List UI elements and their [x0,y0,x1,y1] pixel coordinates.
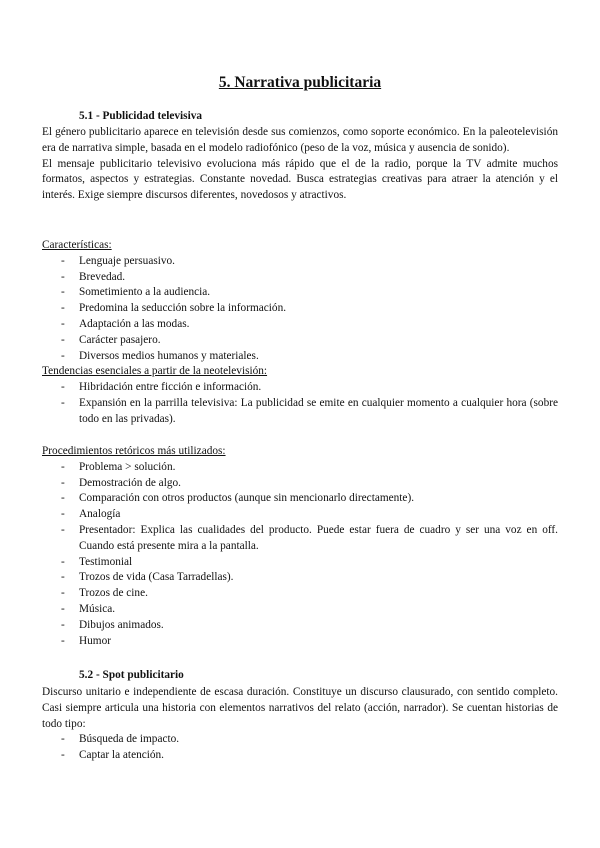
procedimientos-list [42,460,558,650]
page-title: 5. Narrativa publicitaria [218,74,382,91]
list-item: - Sometimiento a la audiencia. [42,285,558,301]
list-item: - Adaptación a las modas. [42,317,558,333]
list-item: - Búsqueda de impacto. [42,732,558,748]
section1-body [42,125,558,204]
list-item: - Testimonial [42,555,558,571]
paragraph: El mensaje publicitario televisivo evoluciona más rápido que el de la radio, porque la TV admite muchos formatos, aspectos y estrategias. Constante novedad. Busca estrategias creativas para atraer la atención y el interés. Exige siempre discursos diferentes, novedosos y atractivos. [42,157,558,202]
caracteristicas-block [42,238,558,428]
list-item: - Analogía [42,507,558,523]
section-heading-spot-publicitario: 5.2 - Spot publicitario [79,669,184,681]
paragraph: El género publicitario aparece en televisión desde sus comienzos, como soporte económico. En la paleotelevisión era de narrativa simple, basada en el modelo radiofónico (peso de la voz, música y ausencia de sonido). [42,126,558,154]
list-item: - Humor [42,634,558,650]
list-item: - Lenguaje persuasivo. [42,254,558,270]
list-item: - Brevedad. [42,270,558,286]
procedimientos-label: Procedimientos retóricos más utilizados: [42,445,226,457]
list-item: - Música. [42,602,558,618]
list-item: - Trozos de vida (Casa Tarradellas). [42,570,558,586]
caracteristicas-list [42,254,558,365]
spot-list [42,732,558,764]
section-heading-publicidad-televisiva: 5.1 - Publicidad televisiva [79,110,203,122]
list-item: - Carácter pasajero. [42,333,558,349]
section2-body [42,685,558,764]
list-item: - Presentador: Explica las cualidades del producto. Puede estar fuera de cuadro y ser una voz en off. Cuando está presente mira a la pantalla. [42,523,558,555]
list-item: - Diversos medios humanos y materiales. [42,349,558,365]
tendencias-list [42,380,558,427]
procedimientos-block [42,444,558,649]
list-item: - Expansión en la parrilla televisiva: La publicidad se emite en cualquier momento a cualquier hora (sobre todo en las privadas). [42,396,558,428]
list-item: - Comparación con otros productos (aunque sin mencionarlo directamente). [42,491,558,507]
list-item: - Trozos de cine. [42,586,558,602]
list-item: - Demostración de algo. [42,476,558,492]
list-item: - Dibujos animados. [42,618,558,634]
tendencias-label: Tendencias esenciales a partir de la neotelevisión: [42,365,268,378]
list-item: - Hibridación entre ficción e información. [42,380,558,396]
paragraph: Discurso unitario e independiente de escasa duración. Constituye un discurso clausurado, con sentido completo. Casi siempre articula una historia con elementos narrativos del relato (acción, narrador). Se cuentan historias de todo tipo: [42,686,558,730]
list-item: - Predomina la seducción sobre la información. [42,301,558,317]
list-item: - Captar la atención. [42,748,558,764]
caracteristicas-label: Características: [42,239,112,251]
list-item: - Problema > solución. [42,460,558,476]
